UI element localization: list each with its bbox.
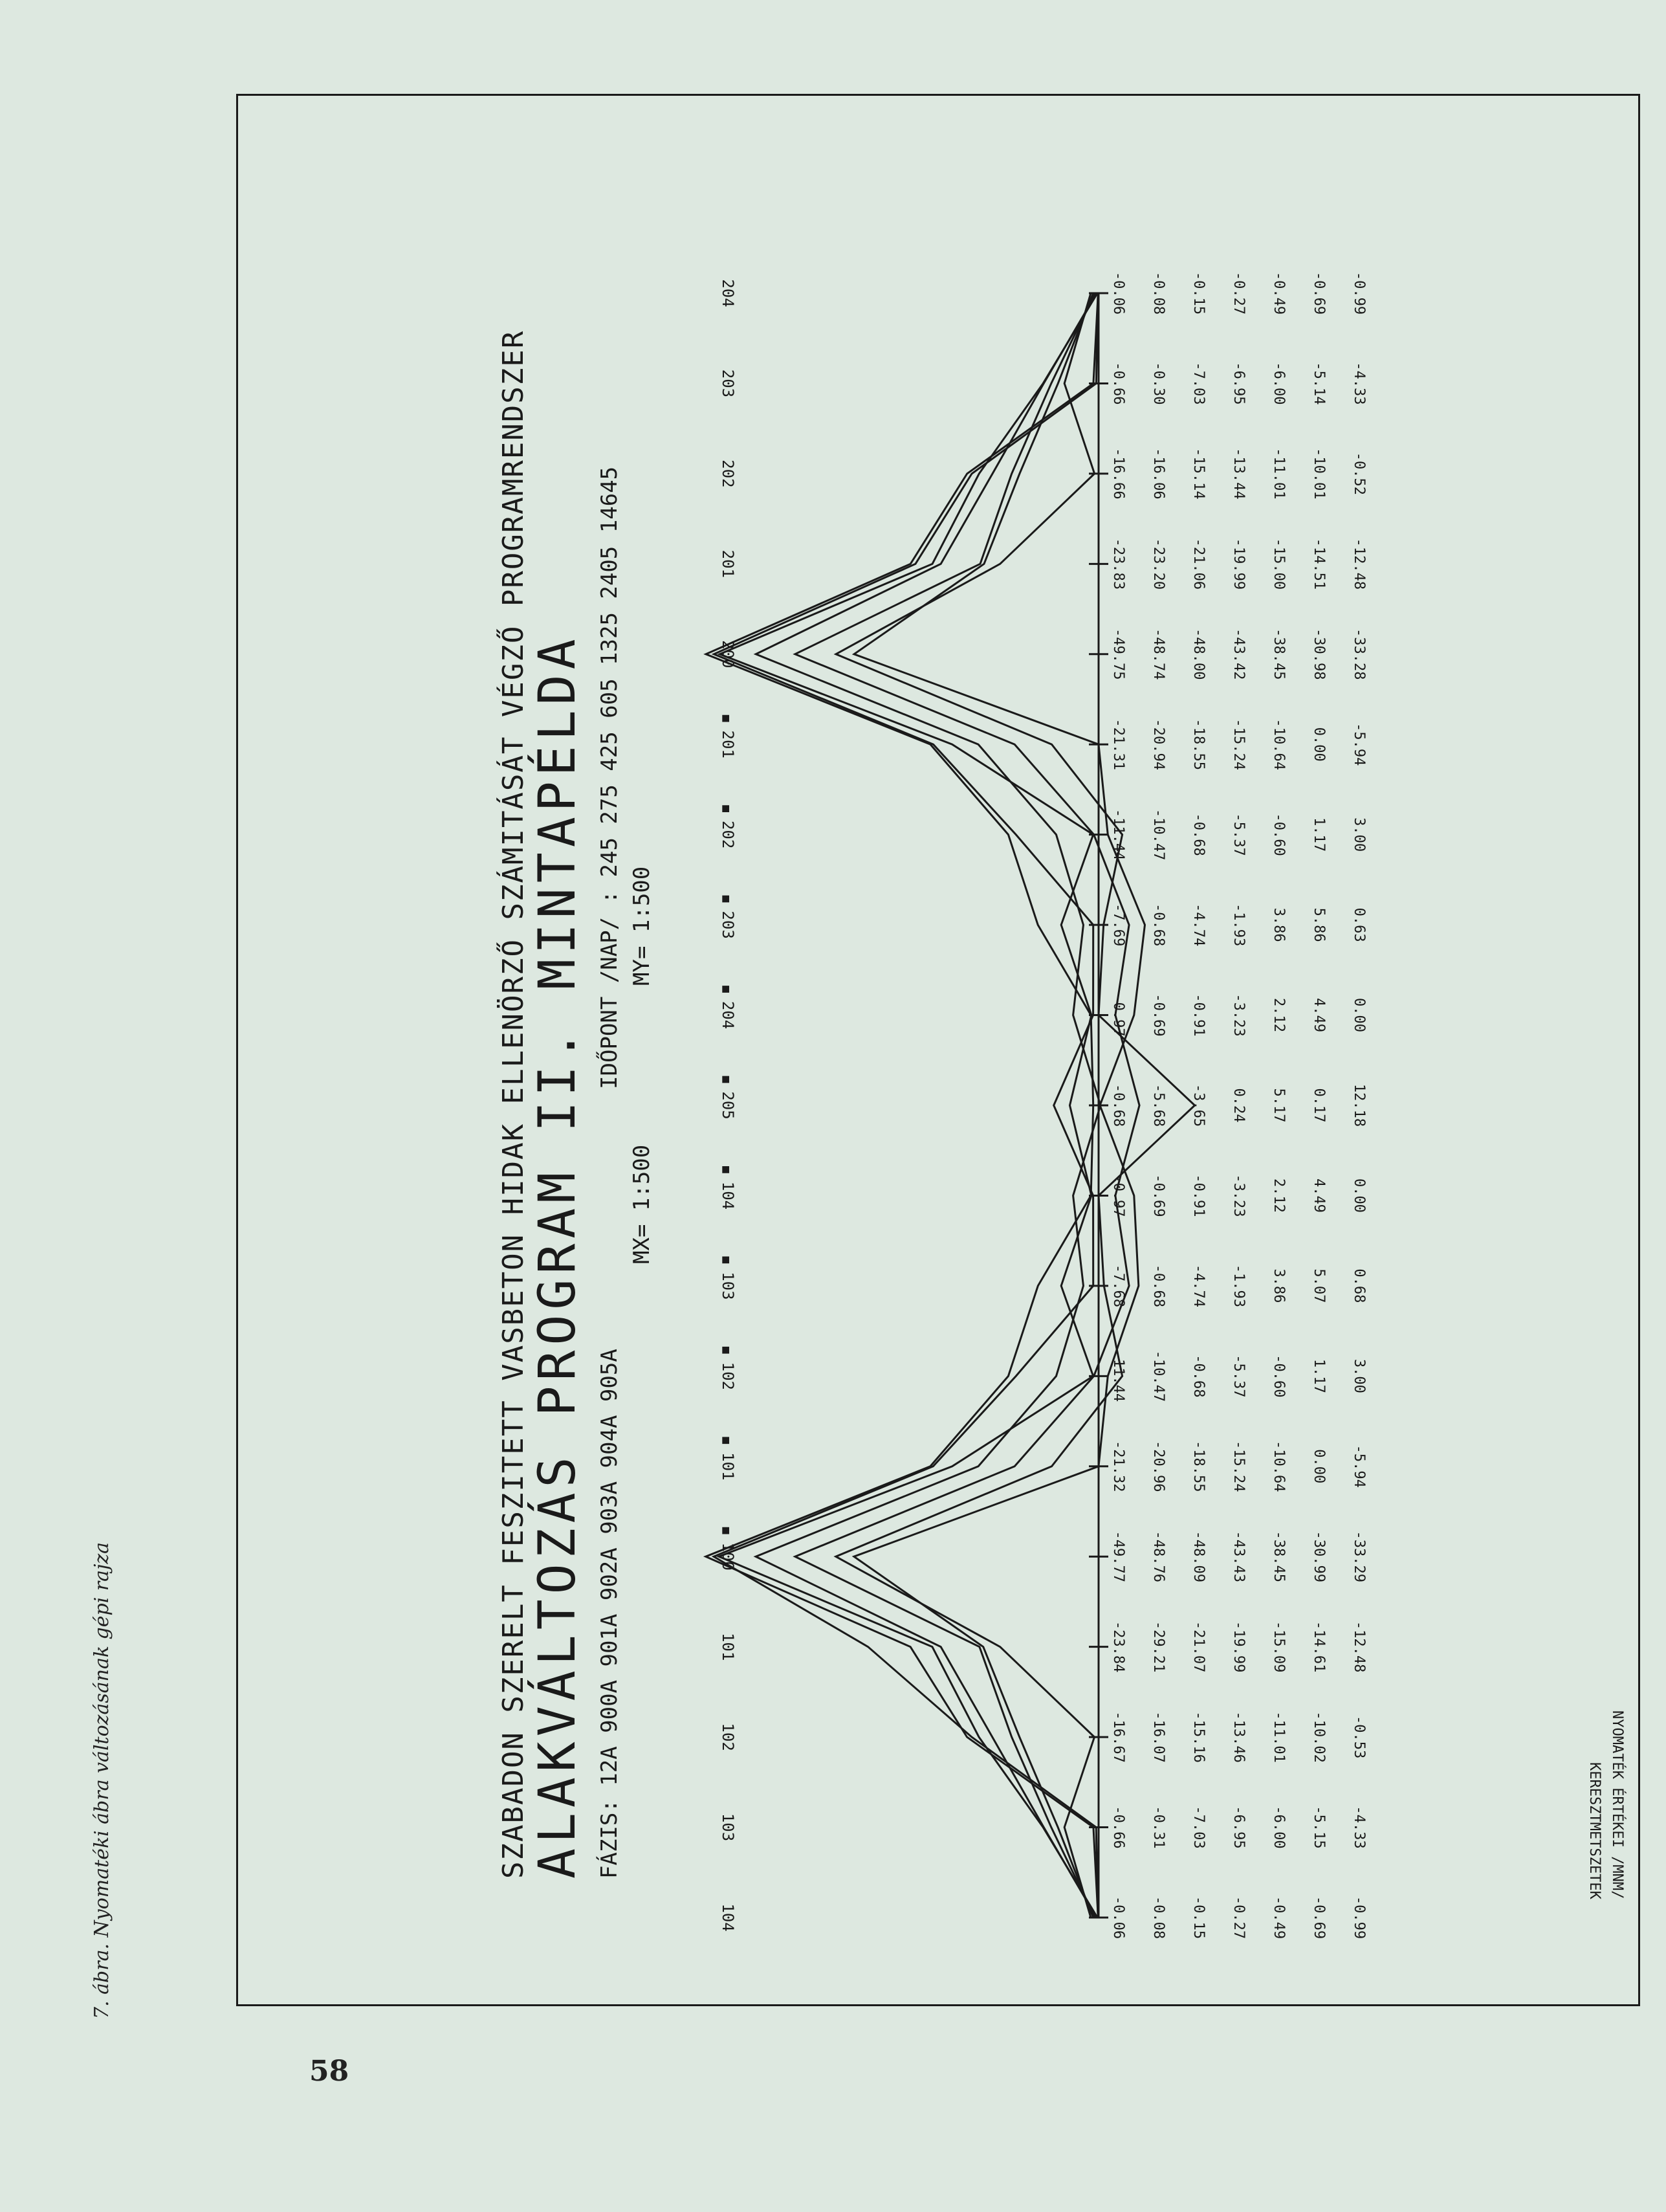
data-label: -7.03 (1190, 362, 1207, 405)
data-label: -12.48 (1351, 1620, 1367, 1673)
data-label: -15.24 (1231, 1441, 1247, 1492)
data-label: -6.95 (1231, 362, 1247, 405)
time-label: IDŐPONT /NAP/ : 245 275 425 605 1325 2405 14645 (597, 466, 622, 1089)
x-tick-mark: ■ (719, 895, 733, 903)
series-line-3 (719, 293, 1097, 1918)
data-label: -6.00 (1271, 362, 1287, 405)
data-label: -43.43 (1231, 1531, 1247, 1582)
data-label: -19.99 (1231, 538, 1247, 590)
data-label: -16.67 (1110, 1711, 1126, 1763)
data-label: 0.00 (1351, 998, 1367, 1033)
figure-caption: 7. ábra. Nyomatéki ábra változásának gépi rajza (91, 1542, 113, 2019)
data-label: -30.99 (1311, 1531, 1327, 1582)
data-label: -15.14 (1190, 448, 1207, 500)
data-label: 3.86 (1271, 907, 1287, 942)
data-label: -3.23 (1231, 1174, 1247, 1217)
x-tick-label: 203 (719, 369, 737, 398)
data-label: -10.47 (1150, 1350, 1167, 1402)
data-label: -0.06 (1110, 271, 1126, 315)
chart-title: SZABADON SZERELT FESZITETT VASBETON HIDAK ELLENÖRZŐ SZÁMITÁSÁT VÉGZŐ PROGRAMRENDSZER (497, 329, 530, 1879)
data-label: -7.68 (1110, 1264, 1126, 1308)
data-label: -48.09 (1190, 1531, 1207, 1582)
data-label: 4.49 (1311, 1178, 1327, 1213)
data-label: -20.94 (1150, 718, 1167, 770)
data-label: -0.30 (1150, 362, 1167, 405)
data-label: 4.49 (1311, 998, 1327, 1033)
data-label: -16.07 (1150, 1711, 1167, 1763)
data-label: -10.01 (1311, 448, 1327, 500)
x-tick-mark: ■ (719, 1437, 733, 1444)
data-label: -49.77 (1110, 1531, 1126, 1582)
data-label: -4.74 (1190, 1264, 1207, 1308)
data-label: -0.69 (1150, 993, 1167, 1037)
data-label: 0.00 (1311, 1449, 1327, 1484)
data-label: -21.07 (1190, 1620, 1207, 1673)
data-label: -7.69 (1110, 903, 1126, 947)
mx-scale-label: MX= 1:500 (629, 1144, 655, 1264)
data-label: -1.93 (1231, 903, 1247, 947)
data-label: -21.31 (1110, 718, 1126, 770)
data-label: -15.24 (1231, 718, 1247, 770)
data-label: 0.68 (1351, 1268, 1367, 1303)
data-label: -7.03 (1190, 1806, 1207, 1849)
data-label: -5.37 (1231, 1355, 1247, 1398)
data-label: -4.33 (1351, 362, 1367, 405)
data-label: -0.60 (1271, 813, 1287, 856)
data-label: -10.02 (1311, 1711, 1327, 1763)
data-label: -0.97 (1110, 1174, 1126, 1217)
data-label: 0.00 (1351, 1178, 1367, 1213)
data-label: -16.66 (1110, 448, 1126, 500)
data-label: -0.49 (1271, 1896, 1287, 1940)
data-label: -0.69 (1311, 1896, 1327, 1940)
x-tick-label: 101 (719, 1452, 737, 1481)
data-label: -48.74 (1150, 628, 1167, 680)
x-tick-mark: ■ (719, 1256, 733, 1264)
data-label: -23.20 (1150, 538, 1167, 590)
data-label: -5.37 (1231, 813, 1247, 856)
data-label: 0.24 (1231, 1088, 1247, 1123)
data-label: -6.95 (1231, 1806, 1247, 1849)
data-label: -14.51 (1311, 538, 1327, 590)
data-label: -0.27 (1231, 1896, 1247, 1940)
data-label: 3.00 (1351, 1358, 1367, 1393)
data-label: -30.98 (1311, 628, 1327, 680)
x-tick-label: 104 (719, 1181, 737, 1210)
data-label: -5.68 (1150, 1083, 1167, 1127)
data-label: -1.93 (1231, 1264, 1247, 1308)
x-tick-mark: ■ (719, 1346, 733, 1354)
data-label: -21.06 (1190, 538, 1207, 590)
series-line-2 (714, 293, 1098, 1918)
data-label: -0.52 (1351, 452, 1367, 496)
data-label: -0.27 (1231, 271, 1247, 315)
data-label: -10.64 (1271, 718, 1287, 770)
data-label: -15.16 (1190, 1711, 1207, 1763)
data-label: -0.08 (1150, 1896, 1167, 1940)
data-label: -23.83 (1110, 538, 1126, 590)
data-label: 1.17 (1311, 817, 1327, 852)
data-label: -0.69 (1311, 271, 1327, 315)
series-line-7 (836, 293, 1195, 1918)
x-tick-label: 104 (719, 1903, 737, 1932)
series-line-5 (795, 293, 1139, 1918)
data-label: -18.55 (1190, 1441, 1207, 1492)
data-label: -0.91 (1190, 993, 1207, 1037)
data-label: -0.68 (1150, 903, 1167, 947)
x-tick-mark: ■ (719, 1527, 733, 1534)
data-label: -10.47 (1150, 808, 1167, 861)
data-label: -11.44 (1110, 1350, 1126, 1402)
x-tick-mark: ■ (719, 805, 733, 813)
data-label: -4.74 (1190, 903, 1207, 947)
data-label: 5.86 (1311, 907, 1327, 942)
data-label: -48.76 (1150, 1531, 1167, 1582)
chart-subtitle: ALAKVÁLTOZÁS PROGRAM II. MINTAPÉLDA (529, 634, 587, 1879)
data-label: 1.17 (1311, 1358, 1327, 1393)
data-label: -43.42 (1231, 628, 1247, 680)
series-line-1 (706, 293, 1098, 1918)
data-label: -0.66 (1110, 362, 1126, 405)
data-label: -0.68 (1150, 1264, 1167, 1308)
data-label: -0.99 (1351, 1896, 1367, 1940)
x-tick-mark: ■ (719, 1076, 733, 1083)
data-label: -13.46 (1231, 1711, 1247, 1763)
data-label: -3.23 (1231, 993, 1247, 1037)
data-label: -0.68 (1190, 1355, 1207, 1398)
x-tick-label: 203 (719, 911, 737, 939)
data-label: -5.94 (1351, 1444, 1367, 1488)
x-tick-label: 103 (719, 1813, 737, 1842)
data-label: -29.21 (1150, 1620, 1167, 1673)
data-label: 3.00 (1351, 817, 1367, 852)
data-label: 12.18 (1351, 1083, 1367, 1127)
data-label: -0.08 (1150, 271, 1167, 315)
data-label: -11.44 (1110, 808, 1126, 861)
data-label: -0.15 (1190, 1896, 1207, 1940)
data-label: -0.91 (1190, 1174, 1207, 1217)
data-label: -49.75 (1110, 628, 1126, 680)
data-label: -48.00 (1190, 628, 1207, 680)
moment-diagram (238, 96, 1642, 2008)
data-label: -38.45 (1271, 628, 1287, 680)
data-label: -12.48 (1351, 538, 1367, 590)
data-label: -0.15 (1190, 271, 1207, 315)
data-label: -0.68 (1110, 1083, 1126, 1127)
data-label: -23.84 (1110, 1620, 1126, 1673)
x-tick-label: 204 (719, 279, 737, 307)
data-label: -0.60 (1271, 1355, 1287, 1398)
data-label: 0.63 (1351, 907, 1367, 942)
data-label: -13.44 (1231, 448, 1247, 500)
data-label: -0.53 (1351, 1715, 1367, 1759)
data-label: -14.61 (1311, 1620, 1327, 1673)
x-tick-label: 202 (719, 820, 737, 849)
x-tick-label: 200 (719, 640, 737, 669)
data-label: 2.12 (1271, 1178, 1287, 1213)
x-tick-label: 102 (719, 1723, 737, 1751)
data-label: -15.09 (1271, 1620, 1287, 1673)
data-label: -5.94 (1351, 723, 1367, 766)
phase-label: FÁZIS: 12A 900A 901A 902A 903A 904A 905A (597, 1349, 622, 1879)
x-tick-label: 201 (719, 730, 737, 758)
x-tick-mark: ■ (719, 1166, 733, 1173)
data-label: 3.86 (1271, 1268, 1287, 1303)
data-label: -0.66 (1110, 1806, 1126, 1849)
x-tick-label: 202 (719, 459, 737, 488)
data-label: -19.99 (1231, 1620, 1247, 1673)
data-label: -18.55 (1190, 718, 1207, 770)
data-label: -0.97 (1110, 993, 1126, 1037)
data-label: 0.17 (1311, 1088, 1327, 1123)
x-tick-label: 103 (719, 1272, 737, 1300)
data-label: -38.45 (1271, 1531, 1287, 1582)
data-label: -11.01 (1271, 1711, 1287, 1763)
data-label: -15.00 (1271, 538, 1287, 590)
data-label: -0.31 (1150, 1806, 1167, 1849)
data-label: -0.68 (1190, 813, 1207, 856)
page-number: 58 (309, 2055, 349, 2088)
data-label: -21.32 (1110, 1441, 1126, 1492)
data-label: -5.15 (1311, 1806, 1327, 1849)
data-label: 5.07 (1311, 1268, 1327, 1303)
x-tick-label: 205 (719, 1091, 737, 1120)
my-scale-label: MY= 1:500 (629, 866, 655, 986)
x-tick-label: 102 (719, 1362, 737, 1391)
data-label: -6.00 (1271, 1806, 1287, 1849)
data-label: -0.06 (1110, 1896, 1126, 1940)
x-tick-label: 204 (719, 1001, 737, 1030)
data-label: 5.17 (1271, 1088, 1287, 1123)
data-label: -0.49 (1271, 271, 1287, 315)
x-tick-mark: ■ (719, 714, 733, 722)
data-label: -20.96 (1150, 1441, 1167, 1492)
data-label: -3.65 (1190, 1083, 1207, 1127)
data-label: -4.33 (1351, 1806, 1367, 1849)
data-label: -0.69 (1150, 1174, 1167, 1217)
data-label: 0.00 (1311, 727, 1327, 762)
data-label: -11.01 (1271, 448, 1287, 500)
data-label: -16.06 (1150, 448, 1167, 500)
data-label: -5.14 (1311, 362, 1327, 405)
x-tick-label: 101 (719, 1632, 737, 1661)
y-axis-label: NYOMATÉK ÉRTÉKEI /MNM/ (1609, 1710, 1625, 1899)
x-tick-mark: ■ (719, 986, 733, 993)
data-label: -33.29 (1351, 1531, 1367, 1582)
x-axis-label: KERESZTMETSZETEK (1586, 1762, 1603, 1899)
data-label: 2.12 (1271, 998, 1287, 1033)
data-label: -33.28 (1351, 628, 1367, 680)
plot-frame (236, 94, 1640, 2006)
data-label: -10.64 (1271, 1441, 1287, 1492)
x-tick-label: 201 (719, 549, 737, 579)
data-label: -0.99 (1351, 271, 1367, 315)
x-tick-label: 100 (719, 1542, 737, 1571)
